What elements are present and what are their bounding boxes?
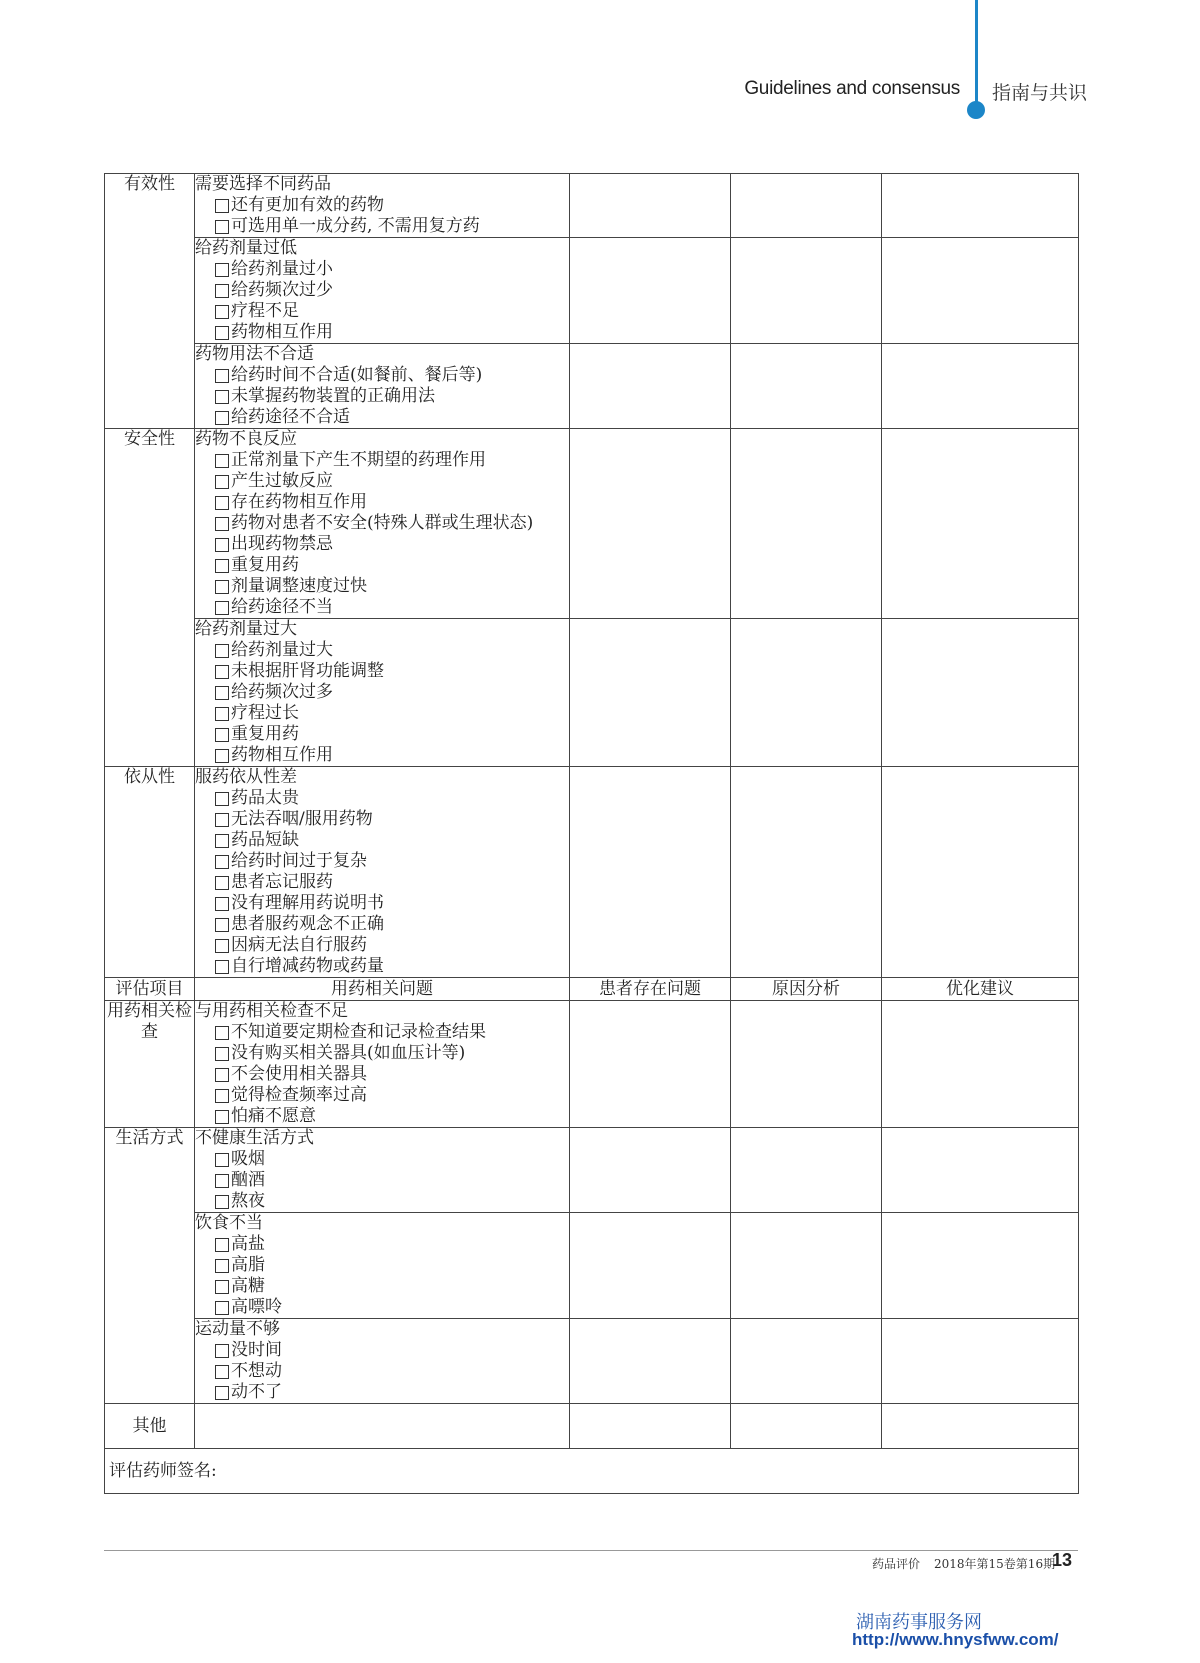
table-row bbox=[105, 1319, 1079, 1404]
problem-group-title: 需要选择不同药品 bbox=[195, 174, 331, 194]
other-row bbox=[105, 1404, 1079, 1449]
checklist-item-label: 怕痛不愿意 bbox=[231, 1106, 316, 1126]
checklist-item bbox=[195, 1022, 569, 1043]
checklist-item-label: 不会使用相关器具 bbox=[231, 1064, 367, 1084]
problem-group-cell bbox=[195, 174, 570, 238]
checkbox-icon[interactable] bbox=[215, 1386, 229, 1400]
checkbox-icon[interactable] bbox=[215, 707, 229, 721]
checklist-item bbox=[195, 513, 569, 534]
checkbox-icon[interactable] bbox=[215, 855, 229, 869]
checklist-item-label: 吸烟 bbox=[231, 1149, 265, 1169]
problem-group-title: 给药剂量过大 bbox=[195, 619, 297, 639]
blank-entry-cell[interactable] bbox=[195, 1404, 570, 1449]
blank-entry-cell[interactable] bbox=[570, 174, 731, 238]
checkbox-icon[interactable] bbox=[215, 960, 229, 974]
blank-entry-cell[interactable] bbox=[882, 344, 1079, 429]
problem-group-cell bbox=[195, 1213, 570, 1319]
checklist-item-label: 给药频次过少 bbox=[231, 280, 333, 300]
blank-entry-cell[interactable] bbox=[882, 1001, 1079, 1128]
checklist-item-label: 给药时间过于复杂 bbox=[231, 851, 367, 871]
checkbox-icon[interactable] bbox=[215, 284, 229, 298]
checklist-item bbox=[195, 1255, 569, 1276]
checklist-item bbox=[195, 1064, 569, 1085]
checkbox-icon[interactable] bbox=[215, 939, 229, 953]
checklist-item bbox=[195, 259, 569, 280]
blank-entry-cell[interactable] bbox=[882, 429, 1079, 619]
problem-group-title: 饮食不当 bbox=[195, 1213, 263, 1233]
checkbox-icon[interactable] bbox=[215, 411, 229, 425]
blank-entry-cell[interactable] bbox=[570, 1128, 731, 1213]
blank-entry-cell[interactable] bbox=[882, 1213, 1079, 1319]
checklist-item bbox=[195, 851, 569, 872]
checklist-item-label: 患者忘记服药 bbox=[231, 872, 333, 892]
checklist-item-label: 因病无法自行服药 bbox=[231, 935, 367, 955]
header-accent-line bbox=[975, 0, 978, 106]
footer-journal: 药品评价 bbox=[872, 1557, 921, 1571]
problem-group-cell bbox=[195, 429, 570, 619]
checklist-item-label: 药品短缺 bbox=[231, 830, 299, 850]
problem-group-cell bbox=[195, 1001, 570, 1128]
checklist-item bbox=[195, 1043, 569, 1064]
problem-group-title: 药物用法不合适 bbox=[195, 344, 314, 364]
checklist-item bbox=[195, 471, 569, 492]
checkbox-icon[interactable] bbox=[215, 1026, 229, 1040]
checklist-item-label: 重复用药 bbox=[231, 724, 299, 744]
blank-entry-cell[interactable] bbox=[882, 1128, 1079, 1213]
blank-entry-cell[interactable] bbox=[570, 429, 731, 619]
checklist-item-label: 出现药物禁忌 bbox=[231, 534, 333, 554]
problem-group-cell bbox=[195, 1319, 570, 1404]
problem-group-title: 给药剂量过低 bbox=[195, 238, 297, 258]
checklist-item bbox=[195, 386, 569, 407]
table-row bbox=[105, 619, 1079, 767]
checklist-item bbox=[195, 576, 569, 597]
checkbox-icon[interactable] bbox=[215, 644, 229, 658]
problem-group-title: 与用药相关检查不足 bbox=[195, 1001, 348, 1021]
checklist-item-label: 高脂 bbox=[231, 1255, 265, 1275]
problem-group-cell bbox=[195, 344, 570, 429]
blank-entry-cell[interactable] bbox=[882, 174, 1079, 238]
table-row bbox=[105, 238, 1079, 344]
category-cell: 用药相关检查 bbox=[105, 1001, 195, 1128]
checkbox-icon[interactable] bbox=[215, 1195, 229, 1209]
checklist-item bbox=[195, 1170, 569, 1191]
checkbox-icon[interactable] bbox=[215, 263, 229, 277]
checklist-item-label: 酗酒 bbox=[231, 1170, 265, 1190]
checklist-item bbox=[195, 956, 569, 977]
problem-group-title: 服药依从性差 bbox=[195, 767, 297, 787]
table-row bbox=[105, 174, 1079, 238]
blank-entry-cell[interactable] bbox=[731, 1001, 882, 1128]
checklist-item bbox=[195, 661, 569, 682]
problem-group-cell bbox=[195, 619, 570, 767]
checkbox-icon[interactable] bbox=[215, 1365, 229, 1379]
column-header: 患者存在问题 bbox=[570, 978, 731, 1001]
watermark-url[interactable]: http://www.hnysfww.com/ bbox=[852, 1630, 1059, 1649]
blank-entry-cell[interactable] bbox=[570, 238, 731, 344]
checkbox-icon[interactable] bbox=[215, 1280, 229, 1294]
column-header: 原因分析 bbox=[731, 978, 882, 1001]
checklist-item-label: 还有更加有效的药物 bbox=[231, 195, 384, 215]
problem-group-cell bbox=[195, 767, 570, 978]
checklist-item-label: 未掌握药物装置的正确用法 bbox=[231, 386, 435, 406]
checklist-item-label: 没时间 bbox=[231, 1340, 282, 1360]
blank-entry-cell[interactable] bbox=[731, 1319, 882, 1404]
column-header: 优化建议 bbox=[882, 978, 1079, 1001]
blank-entry-cell[interactable] bbox=[570, 1213, 731, 1319]
table-row bbox=[105, 429, 1079, 619]
checklist-item-label: 没有理解用药说明书 bbox=[231, 893, 384, 913]
checklist-item bbox=[195, 450, 569, 471]
problem-group-title: 药物不良反应 bbox=[195, 429, 297, 449]
checkbox-icon[interactable] bbox=[215, 326, 229, 340]
checklist-item bbox=[195, 1361, 569, 1382]
signature-row bbox=[105, 1449, 1079, 1494]
column-header: 评估项目 bbox=[105, 978, 195, 1001]
checklist-item-label: 动不了 bbox=[231, 1382, 282, 1402]
header-accent-dot bbox=[967, 101, 985, 119]
checklist-item bbox=[195, 788, 569, 809]
table-row bbox=[105, 344, 1079, 429]
checklist-item bbox=[195, 1106, 569, 1127]
blank-entry-cell[interactable] bbox=[731, 1213, 882, 1319]
checklist-item bbox=[195, 534, 569, 555]
checklist-item-label: 可选用单一成分药, 不需用复方药 bbox=[231, 216, 480, 236]
checklist-item-label: 患者服药观念不正确 bbox=[231, 914, 384, 934]
checklist-item-label: 不想动 bbox=[231, 1361, 282, 1381]
blank-entry-cell[interactable] bbox=[570, 1001, 731, 1128]
checkbox-icon[interactable] bbox=[215, 580, 229, 594]
checkbox-icon[interactable] bbox=[215, 1259, 229, 1273]
checklist-item-label: 觉得检查频率过高 bbox=[231, 1085, 367, 1105]
blank-entry-cell[interactable] bbox=[731, 1128, 882, 1213]
checklist-item bbox=[195, 1340, 569, 1361]
blank-entry-cell[interactable] bbox=[882, 238, 1079, 344]
checkbox-icon[interactable] bbox=[215, 728, 229, 742]
checkbox-icon[interactable] bbox=[215, 686, 229, 700]
blank-entry-cell[interactable] bbox=[570, 1404, 731, 1449]
checkbox-icon[interactable] bbox=[215, 199, 229, 213]
checkbox-icon[interactable] bbox=[215, 792, 229, 806]
checklist-item bbox=[195, 914, 569, 935]
checklist-item bbox=[195, 322, 569, 343]
problem-group-cell bbox=[195, 238, 570, 344]
checklist-item bbox=[195, 195, 569, 216]
checklist-item-label: 给药时间不合适(如餐前、餐后等) bbox=[231, 365, 483, 385]
checkbox-icon[interactable] bbox=[215, 813, 229, 827]
checkbox-icon[interactable] bbox=[215, 1068, 229, 1082]
footer-rule bbox=[104, 1550, 1078, 1551]
checklist-item-label: 高嘌呤 bbox=[231, 1297, 282, 1317]
checklist-item-label: 给药剂量过小 bbox=[231, 259, 333, 279]
checklist-item-label: 给药频次过多 bbox=[231, 682, 333, 702]
checklist-item bbox=[195, 301, 569, 322]
checkbox-icon[interactable] bbox=[215, 220, 229, 234]
table-row bbox=[105, 1128, 1079, 1213]
problem-group-cell bbox=[195, 1128, 570, 1213]
checklist-item-label: 药物相互作用 bbox=[231, 745, 333, 765]
category-cell: 生活方式 bbox=[105, 1128, 195, 1404]
blank-entry-cell[interactable] bbox=[731, 1404, 882, 1449]
checkbox-icon[interactable] bbox=[215, 1174, 229, 1188]
blank-entry-cell[interactable] bbox=[570, 1319, 731, 1404]
checklist-item bbox=[195, 703, 569, 724]
checklist-item-label: 药物相互作用 bbox=[231, 322, 333, 342]
checklist-item bbox=[195, 555, 569, 576]
header-english-title: Guidelines and consensus bbox=[744, 78, 960, 99]
checklist-item-label: 存在药物相互作用 bbox=[231, 492, 367, 512]
checkbox-icon[interactable] bbox=[215, 876, 229, 890]
checkbox-icon[interactable] bbox=[215, 454, 229, 468]
checklist-item-label: 给药剂量过大 bbox=[231, 640, 333, 660]
checklist-item bbox=[195, 640, 569, 661]
checklist-item-label: 给药途径不当 bbox=[231, 597, 333, 617]
checklist-item bbox=[195, 1382, 569, 1403]
watermark-site-name: 湖南药事服务网 bbox=[856, 1612, 982, 1633]
checklist-item-label: 重复用药 bbox=[231, 555, 299, 575]
checkbox-icon[interactable] bbox=[215, 475, 229, 489]
column-header-row bbox=[105, 978, 1079, 1001]
header-chinese-title: 指南与共识 bbox=[992, 82, 1088, 104]
checklist-item bbox=[195, 492, 569, 513]
blank-entry-cell[interactable] bbox=[882, 1319, 1079, 1404]
checklist-item bbox=[195, 893, 569, 914]
footer-issue: 2018年第15卷第16期 bbox=[934, 1557, 1056, 1571]
checklist-item-label: 未根据肝肾功能调整 bbox=[231, 661, 384, 681]
blank-entry-cell[interactable] bbox=[570, 619, 731, 767]
checkbox-icon[interactable] bbox=[215, 305, 229, 319]
blank-entry-cell[interactable] bbox=[570, 344, 731, 429]
checklist-item bbox=[195, 745, 569, 766]
blank-entry-cell[interactable] bbox=[731, 619, 882, 767]
column-header: 用药相关问题 bbox=[195, 978, 570, 1001]
checkbox-icon[interactable] bbox=[215, 897, 229, 911]
blank-entry-cell[interactable] bbox=[731, 429, 882, 619]
checkbox-icon[interactable] bbox=[215, 496, 229, 510]
checklist-item bbox=[195, 407, 569, 428]
checklist-item-label: 疗程过长 bbox=[231, 703, 299, 723]
checkbox-icon[interactable] bbox=[215, 517, 229, 531]
checklist-item-label: 高盐 bbox=[231, 1234, 265, 1254]
table-row bbox=[105, 1001, 1079, 1128]
checkbox-icon[interactable] bbox=[215, 1089, 229, 1103]
checkbox-icon[interactable] bbox=[215, 1301, 229, 1315]
table-row bbox=[105, 767, 1079, 978]
checklist-item bbox=[195, 1276, 569, 1297]
checklist-item bbox=[195, 1149, 569, 1170]
table-row bbox=[105, 1213, 1079, 1319]
checkbox-icon[interactable] bbox=[215, 665, 229, 679]
category-cell: 依从性 bbox=[105, 767, 195, 978]
checklist-item-label: 药品太贵 bbox=[231, 788, 299, 808]
blank-entry-cell[interactable] bbox=[882, 619, 1079, 767]
checklist-item bbox=[195, 216, 569, 237]
checklist-item bbox=[195, 682, 569, 703]
problem-group-title: 不健康生活方式 bbox=[195, 1128, 314, 1148]
checklist-item-label: 自行增减药物或药量 bbox=[231, 956, 384, 976]
assessment-table bbox=[104, 173, 1079, 1494]
checklist-item-label: 无法吞咽/服用药物 bbox=[231, 809, 373, 829]
checkbox-icon[interactable] bbox=[215, 1238, 229, 1252]
checklist-item bbox=[195, 597, 569, 618]
checklist-item bbox=[195, 830, 569, 851]
blank-entry-cell[interactable] bbox=[731, 344, 882, 429]
checkbox-icon[interactable] bbox=[215, 918, 229, 932]
checkbox-icon[interactable] bbox=[215, 1344, 229, 1358]
blank-entry-cell[interactable] bbox=[731, 238, 882, 344]
checklist-item-label: 药物对患者不安全(特殊人群或生理状态) bbox=[231, 513, 534, 533]
checklist-item bbox=[195, 1297, 569, 1318]
checklist-item bbox=[195, 872, 569, 893]
checkbox-icon[interactable] bbox=[215, 1153, 229, 1167]
checklist-item-label: 没有购买相关器具(如血压计等) bbox=[231, 1043, 466, 1063]
checkbox-icon[interactable] bbox=[215, 369, 229, 383]
page-number: 13 bbox=[1052, 1550, 1073, 1570]
checkbox-icon[interactable] bbox=[215, 749, 229, 763]
checklist-item bbox=[195, 1234, 569, 1255]
checkbox-icon[interactable] bbox=[215, 390, 229, 404]
blank-entry-cell[interactable] bbox=[882, 767, 1079, 978]
checklist-item bbox=[195, 935, 569, 956]
checklist-item bbox=[195, 1085, 569, 1106]
checkbox-icon[interactable] bbox=[215, 834, 229, 848]
checklist-item-label: 高糖 bbox=[231, 1276, 265, 1296]
checkbox-icon[interactable] bbox=[215, 538, 229, 552]
checklist-item-label: 产生过敏反应 bbox=[231, 471, 333, 491]
checkbox-icon[interactable] bbox=[215, 1047, 229, 1061]
checklist-item-label: 给药途径不合适 bbox=[231, 407, 350, 427]
blank-entry-cell[interactable] bbox=[731, 767, 882, 978]
blank-entry-cell[interactable] bbox=[731, 174, 882, 238]
problem-group-title: 运动量不够 bbox=[195, 1319, 280, 1339]
checkbox-icon[interactable] bbox=[215, 601, 229, 615]
signature-field[interactable]: 评估药师签名: bbox=[105, 1449, 1079, 1494]
checklist-item bbox=[195, 809, 569, 830]
checklist-item bbox=[195, 365, 569, 386]
other-label: 其他 bbox=[105, 1404, 195, 1449]
blank-entry-cell[interactable] bbox=[570, 767, 731, 978]
checklist-item-label: 正常剂量下产生不期望的药理作用 bbox=[231, 450, 486, 470]
checklist-item-label: 不知道要定期检查和记录检查结果 bbox=[231, 1022, 486, 1042]
checkbox-icon[interactable] bbox=[215, 559, 229, 573]
checklist-item-label: 熬夜 bbox=[231, 1191, 265, 1211]
blank-entry-cell[interactable] bbox=[882, 1404, 1079, 1449]
checklist-item-label: 疗程不足 bbox=[231, 301, 299, 321]
checklist-item bbox=[195, 724, 569, 745]
category-cell: 安全性 bbox=[105, 429, 195, 767]
checklist-item-label: 剂量调整速度过快 bbox=[231, 576, 367, 596]
checklist-item bbox=[195, 280, 569, 301]
category-cell: 有效性 bbox=[105, 174, 195, 429]
checkbox-icon[interactable] bbox=[215, 1110, 229, 1124]
checklist-item bbox=[195, 1191, 569, 1212]
